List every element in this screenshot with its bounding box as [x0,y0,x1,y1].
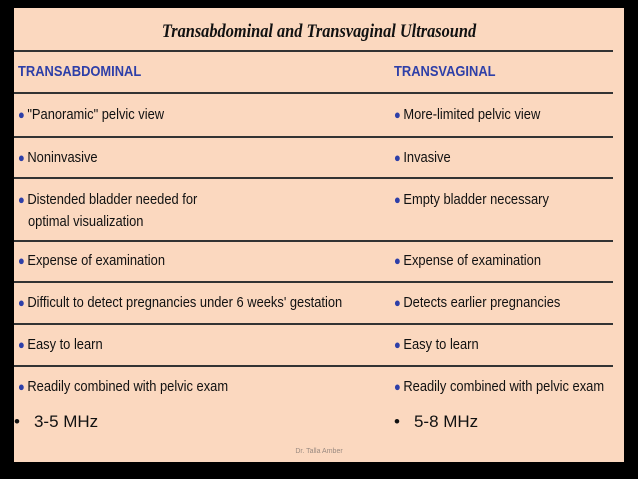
table-cell-right: ● Easy to learn [394,336,479,353]
bullet-icon: ● [18,379,25,394]
slide-title: Transabdominal and Transvaginal Ultrasound [161,21,477,42]
table-cell-left: ● Expense of examination [18,252,166,269]
table-cell-right: ● Readily combined with pelvic exam [394,378,605,395]
divider [14,92,613,94]
table-cell-right: ● Empty bladder necessary [394,191,549,208]
table-cell-left: ● Easy to learn [18,336,103,353]
divider [14,323,613,325]
bullet-icon: ● [18,192,25,207]
table-cell-right: ● Expense of examination [394,252,542,269]
table-cell-right: ● Detects earlier pregnancies [394,294,561,311]
table-cell-left: ● Distended bladder needed for [18,191,198,208]
footer-credit: Dr. Talla Amber [295,448,343,455]
frequency-transvaginal: • 5-8 MHz [394,412,479,431]
bullet-icon: ● [394,192,401,207]
divider [14,281,613,283]
frequency-transabdominal: • 3-5 MHz [14,412,99,431]
bullet-icon: ● [394,295,401,310]
divider [14,240,613,242]
bullet-icon: ● [18,253,25,268]
column-header-transabdominal: TRANSABDOMINAL [18,63,142,80]
divider [14,50,613,52]
table-cell-left: ● Readily combined with pelvic exam [18,378,229,395]
bullet-icon: ● [394,337,401,352]
divider [14,136,613,138]
bullet-icon: ● [18,107,25,122]
bullet-icon: ● [394,107,401,122]
table-cell-left: ● Difficult to detect pregnancies under 6 weeks' gestation [18,294,343,311]
bullet-icon: ● [18,337,25,352]
table-cell-right: ● More-limited pelvic view [394,106,541,123]
column-header-transvaginal: TRANSVAGINAL [394,63,496,80]
slide [14,8,624,462]
bullet-icon: ● [394,379,401,394]
table-cell-left: ● Noninvasive [18,149,98,166]
divider [14,365,613,367]
table-cell-left-continued: optimal visualization [28,213,144,230]
table-cell-left: ● "Panoramic" pelvic view [18,106,165,123]
table-cell-right: ● Invasive [394,149,451,166]
bullet-icon: ● [18,295,25,310]
divider [14,177,613,179]
bullet-icon: ● [394,253,401,268]
bullet-icon: ● [394,150,401,165]
bullet-icon: ● [18,150,25,165]
